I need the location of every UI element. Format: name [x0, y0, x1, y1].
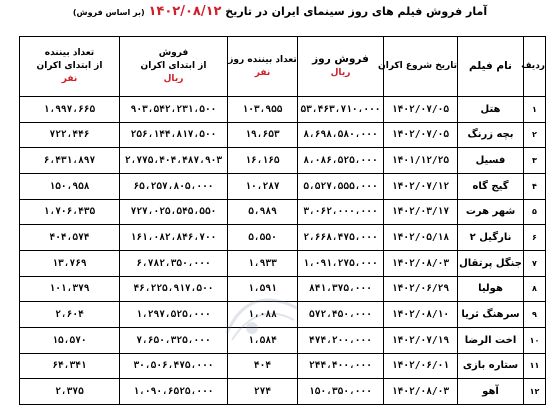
header-total-viewers: تعداد بیننده از ابتدای اکران نفر [20, 37, 120, 97]
cell-day-sales: ۸،۰۸۶،۵۲۵،۰۰۰ [298, 148, 384, 174]
cell-day-viewers: ۱۹،۶۵۳ [228, 122, 298, 148]
cell-day-viewers: ۱،۰۸۸ [228, 302, 298, 328]
cell-day-viewers: ۲۷۴ [228, 379, 298, 405]
cell-start: ۱۴۰۲/۰۷/۰۵ [384, 122, 458, 148]
header-day-viewers: تعداد بیننده روز نفر [228, 37, 298, 97]
cell-day-sales: ۱،۰۹۱،۲۷۵،۰۰۰ [298, 250, 384, 276]
cell-day-sales: ۵،۵۲۷،۵۵۵،۰۰۰ [298, 173, 384, 199]
cell-name: اخت الرضا [458, 327, 524, 353]
cell-total-viewers: ۶،۴۳۱،۸۹۷ [20, 148, 120, 174]
cell-total-viewers: ۲،۳۷۵ [20, 379, 120, 405]
cell-total-viewers: ۱۳،۷۶۹ [20, 250, 120, 276]
cell-day-sales: ۵۳،۴۶۳،۷۱۰،۰۰۰ [298, 97, 384, 123]
cell-day-sales: ۲،۶۶۸،۴۷۵،۰۰۰ [298, 225, 384, 251]
cell-total-sales: ۱،۲۹۷،۵۲۵،۰۰۰ [120, 302, 228, 328]
cell-day-viewers: ۵،۹۸۹ [228, 199, 298, 225]
cell-day-viewers: ۱۰۳،۹۵۵ [228, 97, 298, 123]
header-day-sales: فروش روز ریال [298, 37, 384, 97]
table-row [20, 122, 546, 148]
title-date: ۱۴۰۲/۰۸/۱۲ [148, 4, 222, 19]
cell-name: گیج گاه [458, 173, 524, 199]
table-row [20, 379, 546, 405]
cell-name: فسیل [458, 148, 524, 174]
header-start: تاریخ شروع اکران [384, 37, 458, 97]
cell-total-viewers: ۱۵،۵۷۰ [20, 327, 120, 353]
table-row [20, 353, 546, 379]
table-row [20, 250, 546, 276]
cell-start: ۱۴۰۲/۰۷/۱۲ [384, 173, 458, 199]
cell-index: ۱۲ [524, 379, 546, 405]
header-day-sales-unit: ریال [330, 68, 351, 78]
cell-start: ۱۴۰۲/۰۶/۲۹ [384, 276, 458, 302]
cell-index: ۶ [524, 225, 546, 251]
cell-total-sales: ۱،۰۹۰،۶۵۲۵،۰۰۰ [120, 379, 228, 405]
cell-total-viewers: ۶۴،۳۴۱ [20, 353, 120, 379]
cell-day-viewers: ۴۰۴ [228, 353, 298, 379]
cell-day-sales: ۳،۰۶۲،۰۰۰،۰۰۰ [298, 199, 384, 225]
cell-day-viewers: ۱،۵۸۴ [228, 327, 298, 353]
cell-total-sales: ۴۶،۲۲۵،۹۱۷،۵۰۰ [120, 276, 228, 302]
header-total-sales-unit: ریال [163, 74, 184, 84]
cell-start: ۱۴۰۲/۰۷/۱۹ [384, 327, 458, 353]
cell-total-sales: ۱۶۱،۰۸۲،۸۴۶،۷۰۰ [120, 225, 228, 251]
header-total-sales: فروش از ابتدای اکران ریال [120, 37, 228, 97]
cell-day-viewers: ۱،۹۳۳ [228, 250, 298, 276]
cell-start: ۱۴۰۲/۰۸/۰۳ [384, 379, 458, 405]
cell-start: ۱۴۰۲/۰۸/۰۳ [384, 250, 458, 276]
header-row [20, 37, 546, 97]
cell-day-viewers: ۵،۵۵۰ [228, 225, 298, 251]
table-row [20, 97, 546, 123]
cell-index: ۸ [524, 276, 546, 302]
title-text: آمار فروش فیلم های روز سینمای ایران در تاریخ [225, 5, 488, 18]
cell-index: ۷ [524, 250, 546, 276]
table-body [20, 97, 546, 405]
cell-name: نارگیل ۲ [458, 225, 524, 251]
cell-index: ۱۰ [524, 327, 546, 353]
table-row [20, 225, 546, 251]
cell-total-viewers: ۷۲۲،۴۴۶ [20, 122, 120, 148]
cell-start: ۱۴۰۲/۰۸/۱۰ [384, 302, 458, 328]
cell-day-sales: ۸،۶۹۸،۵۸۰،۰۰۰ [298, 122, 384, 148]
cell-total-viewers: ۲،۶۰۴ [20, 302, 120, 328]
cell-index: ۱ [524, 97, 546, 123]
cell-day-viewers: ۱۶،۱۶۵ [228, 148, 298, 174]
cell-index: ۳ [524, 148, 546, 174]
table-row [20, 199, 546, 225]
cell-start: ۱۴۰۲/۰۶/۰۱ [384, 353, 458, 379]
cell-day-viewers: ۱۰،۲۸۷ [228, 173, 298, 199]
cell-total-sales: ۹۰۳،۵۴۲،۲۳۱،۵۰۰ [120, 97, 228, 123]
cell-name: ستاره بازی [458, 353, 524, 379]
table-row [20, 173, 546, 199]
cell-day-viewers: ۱،۵۹۱ [228, 276, 298, 302]
cell-name: سرهنگ ثریا [458, 302, 524, 328]
cell-total-sales: ۶۵،۲۵۷،۸۰۵،۰۰۰ [120, 173, 228, 199]
header-day-viewers-unit: نفر [254, 67, 271, 78]
cell-index: ۴ [524, 173, 546, 199]
cell-start: ۱۴۰۲/۰۷/۰۵ [384, 97, 458, 123]
cell-start: ۱۴۰۲/۰۵/۱۸ [384, 225, 458, 251]
page-title [0, 4, 560, 19]
cell-index: ۹ [524, 302, 546, 328]
cell-total-viewers: ۱،۹۹۷،۶۶۵ [20, 97, 120, 123]
cell-start: ۱۴۰۲/۰۳/۱۷ [384, 199, 458, 225]
cell-total-viewers: ۱۵۰،۹۵۸ [20, 173, 120, 199]
cell-name: هولیا [458, 276, 524, 302]
cell-total-viewers: ۱۰۱،۳۷۹ [20, 276, 120, 302]
cell-total-viewers: ۴۰۴،۵۷۴ [20, 225, 120, 251]
cell-name: هتل [458, 97, 524, 123]
cell-day-sales: ۱۵۰،۳۵۰،۰۰۰ [298, 379, 384, 405]
cell-index: ۵ [524, 199, 546, 225]
cell-total-sales: ۷،۶۵۰،۳۲۵،۰۰۰ [120, 327, 228, 353]
cell-total-sales: ۳۰،۵۰۶،۴۷۵،۰۰۰ [120, 353, 228, 379]
table-row [20, 148, 546, 174]
cell-name: شهر هرت [458, 199, 524, 225]
sales-table [19, 36, 546, 405]
cell-total-viewers: ۱،۷۰۶،۴۳۵ [20, 199, 120, 225]
cell-name: بچه زرنگ [458, 122, 524, 148]
cell-total-sales: ۲۵۶،۱۴۴،۸۱۷،۵۰۰ [120, 122, 228, 148]
cell-day-sales: ۸۴۱،۳۷۵،۰۰۰ [298, 276, 384, 302]
cell-name: جنگل پرتقال [458, 250, 524, 276]
watermark-logo [222, 288, 302, 348]
title-basis: (بر اساس فروش) [72, 8, 145, 17]
cell-name: آهو [458, 379, 524, 405]
cell-total-sales: ۲،۷۷۵،۴۰۴،۴۸۷،۹۰۳ [120, 148, 228, 174]
cell-index: ۲ [524, 122, 546, 148]
cell-start: ۱۴۰۱/۱۲/۲۵ [384, 148, 458, 174]
cell-day-sales: ۵۷۲،۴۵۰،۰۰۰ [298, 302, 384, 328]
cell-total-sales: ۶،۷۸۲،۳۵۰،۰۰۰ [120, 250, 228, 276]
cell-total-sales: ۷۲۷،۰۲۵،۵۴۵،۵۵۰ [120, 199, 228, 225]
cell-day-sales: ۴۷۴،۲۰۰،۰۰۰ [298, 327, 384, 353]
cell-index: ۱۱ [524, 353, 546, 379]
header-total-viewers-unit: نفر [61, 74, 78, 84]
header-name: نام فیلم [458, 37, 524, 97]
header-index: ردیف [524, 37, 546, 97]
cell-day-sales: ۲۴۴،۴۰۰،۰۰۰ [298, 353, 384, 379]
